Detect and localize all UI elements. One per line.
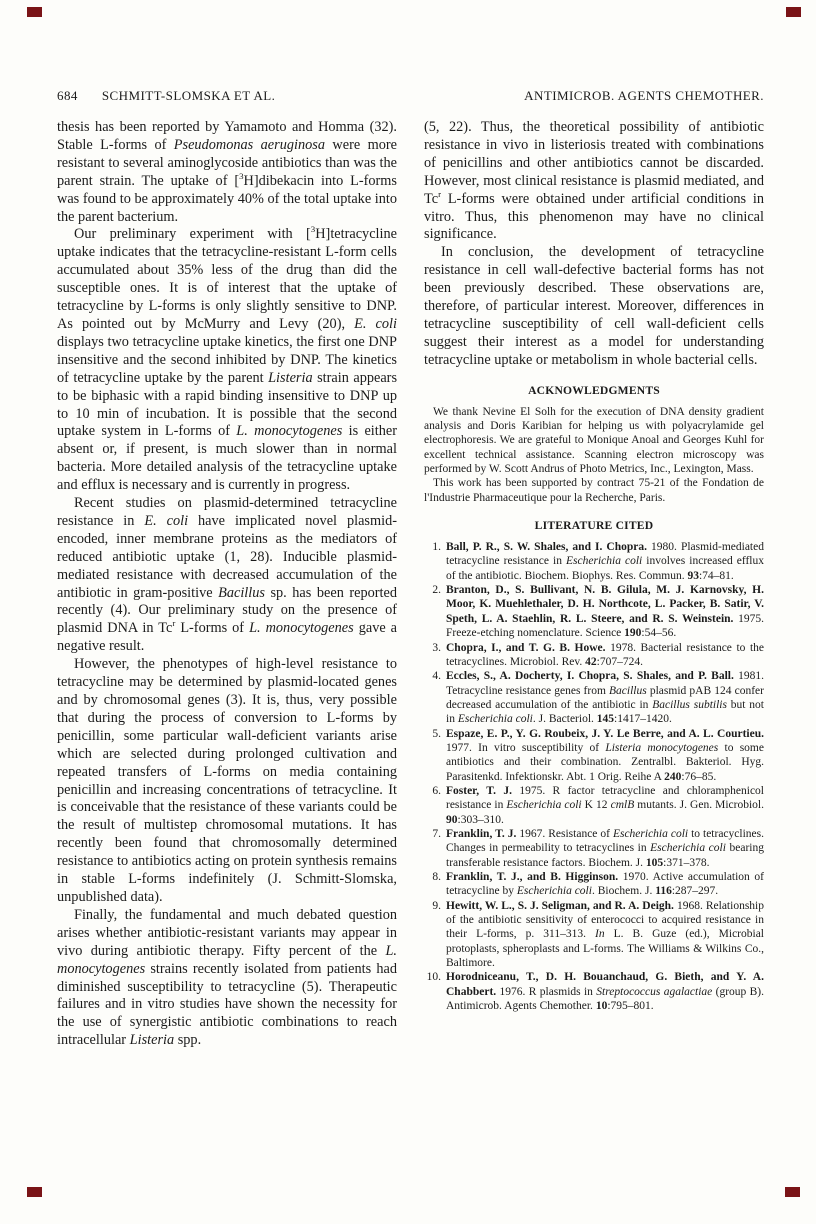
reference-text: Franklin, T. J. 1967. Resistance of Escherichia coli to tetracyclines. Changes in permeability to tetracyclines in Escherichia coli bearing transferable resistance factors. Biochem. J. 105:371–378. — [446, 827, 764, 869]
paragraph: (5, 22). Thus, the theoretical possibility of antibiotic resistance in vivo in listeriosis treated with combinations of penicillins and other antibiotics cannot be discarded. However, most clinical resistance is plasmid mediated, and Tc$^r$ L-forms were obtained under artificial conditions in vitro. Thus, this phenomenon may have no clinical significance. — [424, 119, 764, 243]
reference-number: 10. — [426, 971, 441, 984]
two-column-body — [57, 119, 764, 1050]
reference-text: Horodniceanu, T., D. H. Bouanchaud, G. Bieth, and Y. A. Chabbert. 1976. R plasmids in Streptococcus agalactiae (group B). Antimicrob. Agents Chemother. 10:795–801. — [446, 971, 764, 1013]
reference-item — [424, 669, 764, 726]
reference-text: Foster, T. J. 1975. R factor tetracycline and chloramphenicol resistance in Escherichia coli K 12 cmlB mutants. J. Gen. Microbiol. 90:303–310. — [446, 784, 765, 826]
reference-text: Ball, P. R., S. W. Shales, and I. Chopra. 1980. Plasmid-mediated tetracycline resistance in Escherichia coli involves increased efflux of the antibiotic. Biochem. Biophys. Res. Commun. 93:74–81. — [446, 541, 764, 582]
right-column — [424, 119, 764, 1050]
paragraph: Our preliminary experiment with [$^3$H]tetracycline uptake indicates that the tetracycline-resistant L-form cells accumulated about 35% less of the drug than did the susceptible ones. It is of interest that the uptake of tetracycline by L-forms is only slightly sensitive to DNP. As pointed out by McMurry and Levy (20), E. coli displays two tetracycline uptake kinetics, the first one DNP insensitive and the second inhibited by DNP. The kinetics of tetracycline uptake by the parent Listeria strain appears to be biphasic with a rapid binding insensitive to DNP up to 10 min of incubation. It is possible that the second uptake system in L-forms of L. monocytogenes is either absent or, if present, is much slower than in normal bacteria. More detailed analysis of the tetracycline uptake and efflux is necessary and is currently in progress. — [57, 224, 398, 494]
running-head-journal: ANTIMICROB. AGENTS CHEMOTHER. — [524, 88, 764, 103]
reference-item — [424, 784, 764, 827]
reference-number: 9. — [432, 899, 441, 912]
registration-mark — [27, 7, 42, 17]
reference-item — [424, 827, 764, 870]
reference-text: Franklin, T. J., and B. Higginson. 1970. Active accumulation of tetracycline by Escherichia coli. Biochem. J. 116:287–297. — [446, 871, 764, 898]
reference-item — [424, 583, 764, 640]
registration-mark — [27, 1187, 42, 1197]
reference-number: 7. — [432, 827, 441, 840]
page-number: 684 — [57, 88, 78, 103]
running-head-left — [57, 88, 275, 104]
paragraph: Recent studies on plasmid-determined tetracycline resistance in E. coli have implicated novel plasmid-encoded, inner membrane proteins as the mediators of reduced antibiotic uptake (1, 28). Inducible plasmid-mediated resistance with decreased accumulation of the antibiotic in gram-positive Bacillus sp. has been reported recently (4). Our preliminary study on the presence of plasmid DNA in Tc$^r$ L-forms of L. monocytogenes gave a negative result. — [57, 495, 398, 655]
reference-number: 2. — [432, 584, 441, 597]
reference-list — [424, 540, 764, 1013]
left-column — [57, 119, 397, 1050]
reference-text: Chopra, I., and T. G. B. Howe. 1978. Bacterial resistance to the tetracyclines. Microbiol. Rev. 42:707–724. — [446, 641, 765, 668]
paragraph: However, the phenotypes of high-level resistance to tetracycline may be determined by plasmid-located genes and by chromosomal genes (3). It is, thus, very possible that during the process of conversion to L-forms by penicillin, some particular wall-deficient variants arise which are selected during prolonged cultivation and repeated transfers of L-forms on media containing penicillin and increasing concentrations of tetracycline. It is conceivable that the resistance of these variants could be the result of multistep chromosomal mutations. It has recently been found that chromosomally determined resistance to antibiotics acting on protein synthesis remains in stable L-forms indefinitely (J. Schmitt-Slomska, unpublished data). — [57, 656, 397, 905]
reference-item — [424, 870, 764, 899]
running-head — [57, 88, 764, 104]
reference-text: Branton, D., S. Bullivant, N. B. Gilula, M. J. Karnovsky, H. Moor, K. Muehlethaler, D. H. Northcote, L. Packer, B. Satir, V. Speth, L. A. Staehlin, R. L. Steere, and R. S. Weinstein. 1975. Freeze-etching nomenclature. Science 190:54–56. — [446, 584, 765, 640]
paragraph: This work has been supported by contract 75-21 of the Fondation de l'Industrie Pharmaceutique pour la Recherche, Paris. — [424, 477, 764, 504]
reference-number: 4. — [432, 670, 441, 683]
reference-number: 6. — [432, 784, 441, 797]
registration-mark — [786, 7, 801, 17]
reference-number: 3. — [432, 641, 441, 654]
reference-number: 5. — [432, 727, 441, 740]
paragraph: thesis has been reported by Yamamoto and Homma (32). Stable L-forms of Pseudomonas aeruginosa were more resistant to several aminoglycoside antibiotics than was the parent strain. The uptake of [$^3$H]dibekacin into L-forms was found to be approximately 40% of the total uptake into the parent bacterium. — [57, 119, 397, 225]
paragraph: Finally, the fundamental and much debated question arises whether antibiotic-resistant variants may appear in vivo during antibiotic therapy. Fifty percent of the L. monocytogenes strains recently isolated from patients had diminished susceptibility to tetracycline (5). Therapeutic failures and in vitro studies have shown the necessity for the use of synergistic antibiotic combinations to reach intracellular Listeria spp. — [57, 906, 397, 1049]
paragraph: We thank Nevine El Solh for the execution of DNA density gradient analysis and Doris Karibian for helping us with polyacrylamide gel electrophoresis. We are grateful to Monique Anoal and Georges Kuhl for excellent technical assistance. Scanning electron microscopy was performed by W. Scott Andrus of Photo Metrics, Inc., Lexington, Mass. — [424, 405, 764, 476]
reference-item — [424, 970, 764, 1013]
reference-number: 1. — [432, 541, 441, 554]
reference-item — [424, 899, 764, 971]
reference-number: 8. — [432, 871, 441, 883]
registration-mark — [785, 1187, 800, 1197]
reference-item — [424, 540, 764, 583]
reference-item — [424, 641, 764, 670]
running-head-authors: SCHMITT-SLOMSKA ET AL. — [101, 88, 276, 103]
literature-cited-heading: LITERATURE CITED — [534, 519, 654, 533]
reference-item — [424, 727, 764, 784]
discussion-text-right — [424, 119, 764, 370]
reference-text: Espaze, E. P., Y. G. Roubeix, J. Y. Le Berre, and A. L. Courtieu. 1977. In vitro susceptibility of Listeria monocytogenes to some antibiotics and their combination. Zentralbl. Bakteriol. Hyg. Parasitenkd. Infektionskr. Abt. 1 Orig. Reihe A 240:76–85. — [446, 727, 764, 783]
acknowledgments-heading: ACKNOWLEDGMENTS — [528, 383, 660, 397]
acknowledgments-text — [424, 405, 764, 505]
discussion-text-left — [57, 119, 397, 1050]
reference-text: Eccles, S., A. Docherty, I. Chopra, S. Shales, and P. Ball. 1981. Tetracycline resistance genes from Bacillus plasmid pAB 124 confer decreased accumulation of the antibiotic in Bacillus subtilis but not in Escherichia coli. J. Bacteriol. 145:1417–1420. — [446, 670, 765, 726]
paragraph: In conclusion, the development of tetracycline resistance in cell wall-defective bacterial forms has not been previously described. These observations are, therefore, of particular interest. Moreover, differences in tetracycline susceptibility of cell wall-deficient cells suggest their interest as a model for understanding tetracycline uptake or metabolism in whole bacterial cells. — [424, 244, 764, 368]
reference-text: Hewitt, W. L., S. J. Seligman, and R. A. Deigh. 1968. Relationship of the antibiotic sensitivity of enterococci to acquired resistance in their L-forms, p. 311–313. In L. B. Guze (ed.), Microbial protoplasts, spheroplasts and L-forms. The Williams & Wilkins Co., Baltimore. — [446, 899, 764, 970]
